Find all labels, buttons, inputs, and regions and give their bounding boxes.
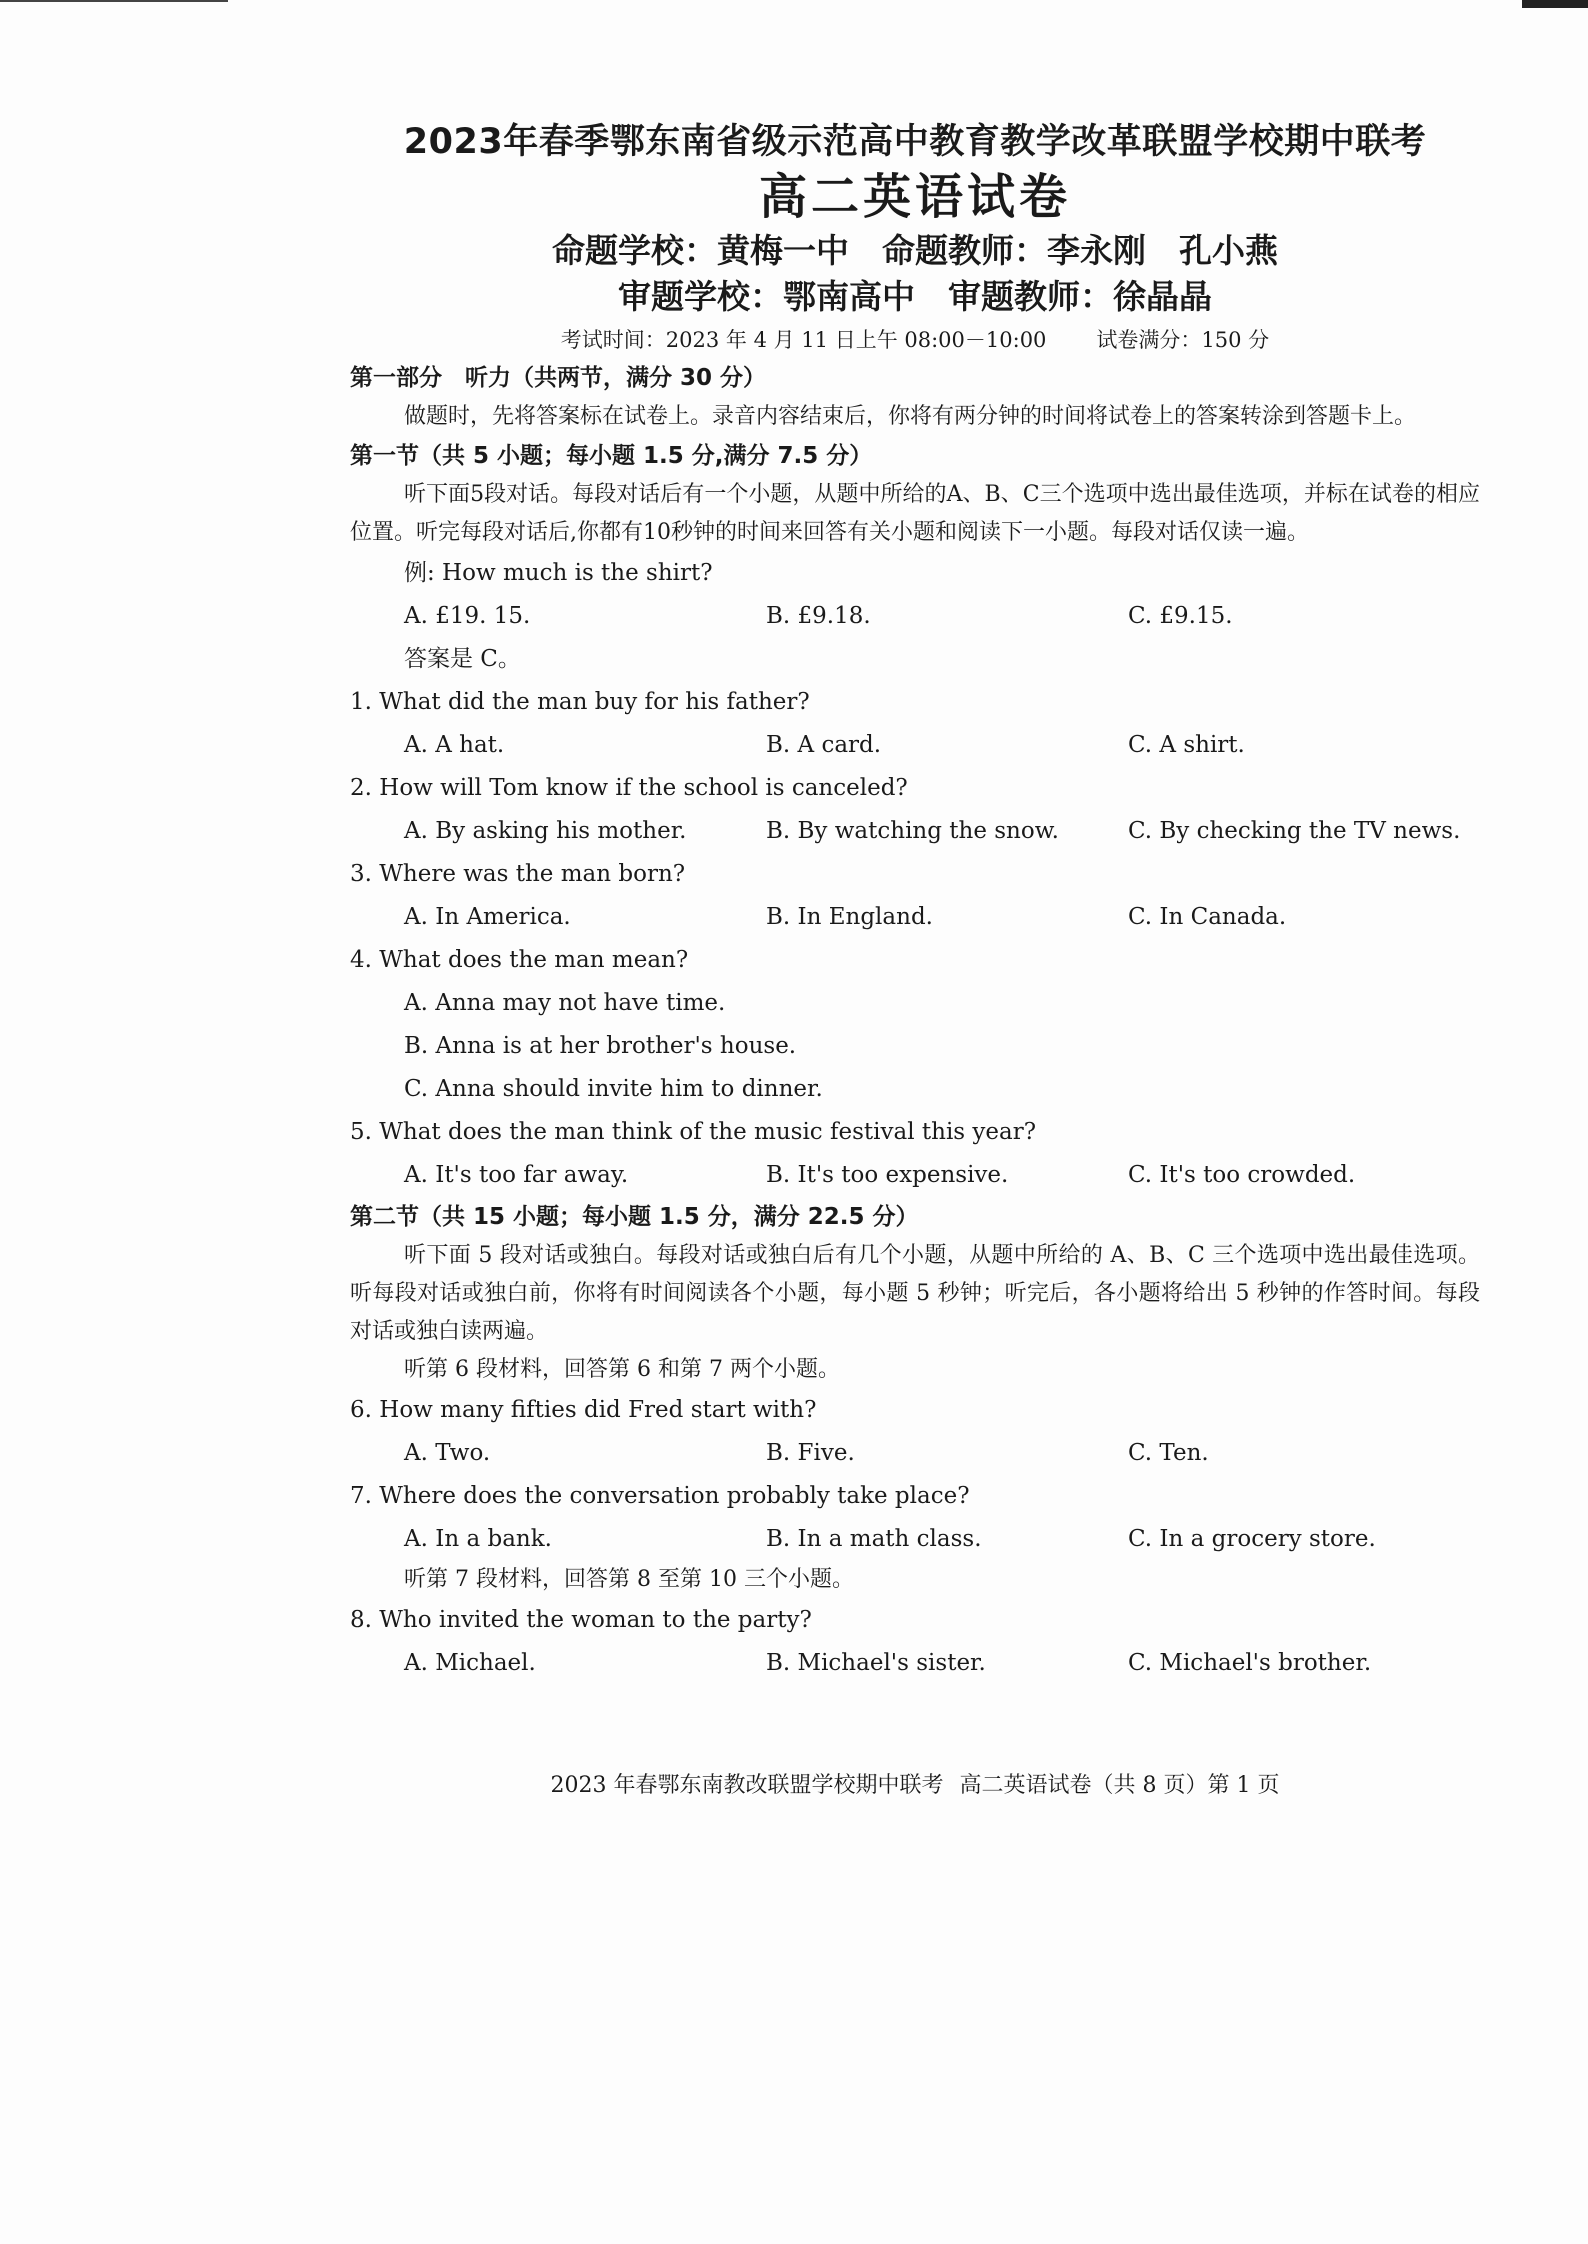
option-b: B. A card. <box>766 732 882 758</box>
option-c: C. By checking the TV news. <box>1128 818 1461 844</box>
option-a: A. Anna may not have time. <box>404 990 726 1016</box>
option-b: B. In England. <box>766 904 933 930</box>
option-a: A. By asking his mother. <box>404 818 687 844</box>
question-8-options <box>350 1642 1480 1685</box>
question-2: 2. How will Tom know if the school is canceled? <box>350 775 908 801</box>
full-score: 试卷满分：150 分 <box>1096 328 1270 352</box>
option-a: A. In America. <box>404 904 571 930</box>
option-c: C. In Canada. <box>1128 904 1287 930</box>
section2-title: 第二节（共 15 小题；每小题 1.5 分，满分 22.5 分） <box>350 1204 919 1230</box>
option-b: B. Five. <box>766 1440 855 1466</box>
question-8: 8. Who invited the woman to the party? <box>350 1607 812 1633</box>
part1-title: 第一部分 听力（共两节，满分 30 分） <box>350 365 767 391</box>
material-7-note: 听第 7 段材料，回答第 8 至第 10 三个小题。 <box>404 1567 854 1592</box>
paper-title: 高二英语试卷 <box>758 169 1071 225</box>
question-1: 1. What did the man buy for his father? <box>350 689 810 715</box>
exam-time: 考试时间：2023 年 4 月 11 日上午 08:00－10:00 <box>560 328 1047 352</box>
question-2-options <box>350 810 1480 853</box>
example-answer: 答案是 C。 <box>404 646 521 672</box>
option-c: C. Michael's brother. <box>1128 1650 1372 1676</box>
option-b: B. In a math class. <box>766 1526 982 1552</box>
question-4: 4. What does the man mean? <box>350 947 689 973</box>
question-3: 3. Where was the man born? <box>350 861 686 887</box>
option-a: A. Michael. <box>404 1650 536 1676</box>
example-options <box>350 595 1480 638</box>
footer-paper-info: 高二英语试卷（共 8 页）第 1 页 <box>959 1773 1280 1798</box>
exam-title: 2023年春季鄂东南省级示范高中教育教学改革联盟学校期中联考 <box>403 122 1427 162</box>
question-6: 6. How many fifties did Fred start with? <box>350 1397 817 1423</box>
option-b: B. It's too expensive. <box>766 1162 1009 1188</box>
option-a: A. £19. 15. <box>404 603 531 629</box>
question-7: 7. Where does the conversation probably take place? <box>350 1483 970 1509</box>
review-info: 审题学校：鄂南高中 审题教师：徐晶晶 <box>618 277 1212 316</box>
proposition-info: 命题学校：黄梅一中 命题教师：李永刚 孔小燕 <box>552 231 1278 270</box>
option-b: B. By watching the snow. <box>766 818 1059 844</box>
footer-exam-name: 2023 年春鄂东南教改联盟学校期中联考 <box>550 1773 944 1798</box>
question-5: 5. What does the man think of the music festival this year? <box>350 1119 1037 1145</box>
section1-title: 第一节（共 5 小题；每小题 1.5 分,满分 7.5 分） <box>350 443 873 469</box>
option-b: B. £9.18. <box>766 603 871 629</box>
option-b: B. Michael's sister. <box>766 1650 986 1676</box>
option-c: C. In a grocery store. <box>1128 1526 1376 1552</box>
option-a: A. A hat. <box>404 732 505 758</box>
option-b: B. Anna is at her brother's house. <box>404 1033 797 1059</box>
option-a: A. It's too far away. <box>404 1162 629 1188</box>
question-7-options <box>350 1518 1480 1561</box>
question-1-options <box>350 724 1480 767</box>
option-a: A. Two. <box>404 1440 491 1466</box>
option-a: A. In a bank. <box>404 1526 552 1552</box>
option-c: C. Ten. <box>1128 1440 1209 1466</box>
part1-instruction: 做题时，先将答案标在试卷上。录音内容结束后，你将有两分钟的时间将试卷上的答案转涂到答题卡上。 <box>404 404 1417 429</box>
material-6-note: 听第 6 段材料，回答第 6 和第 7 两个小题。 <box>404 1357 840 1382</box>
section1-instruction: 听下面5段对话。每段对话后有一个小题，从题中所给的A、B、C三个选项中选出最佳选项，并标在试卷的相应位置。听完每段对话后,你都有10秒钟的时间来回答有关小题和阅读下一小题。每段对话仅读一遍。 <box>350 482 1480 545</box>
question-3-options <box>350 896 1480 939</box>
option-c: C. Anna should invite him to dinner. <box>404 1076 823 1102</box>
scan-edge-mark <box>1522 0 1588 8</box>
option-c: C. A shirt. <box>1128 732 1245 758</box>
exam-page <box>350 118 1480 1685</box>
section2-instruction: 听下面 5 段对话或独白。每段对话或独白后有几个小题，从题中所给的 A、B、C 三个选项中选出最佳选项。听每段对话或独白前，你将有时间阅读各个小题，每小题 5 秒钟；听完后，各小题将给出 5 秒钟的作答时间。每段对话或独白读两遍。 <box>350 1243 1480 1344</box>
exam-meta <box>350 322 1480 358</box>
question-6-options <box>350 1432 1480 1475</box>
scan-edge-mark <box>0 0 228 2</box>
option-c: C. It's too crowded. <box>1128 1162 1356 1188</box>
page-footer <box>350 1768 1480 1804</box>
option-c: C. £9.15. <box>1128 603 1233 629</box>
question-5-options <box>350 1154 1480 1197</box>
example-question: 例: How much is the shirt? <box>404 560 713 586</box>
